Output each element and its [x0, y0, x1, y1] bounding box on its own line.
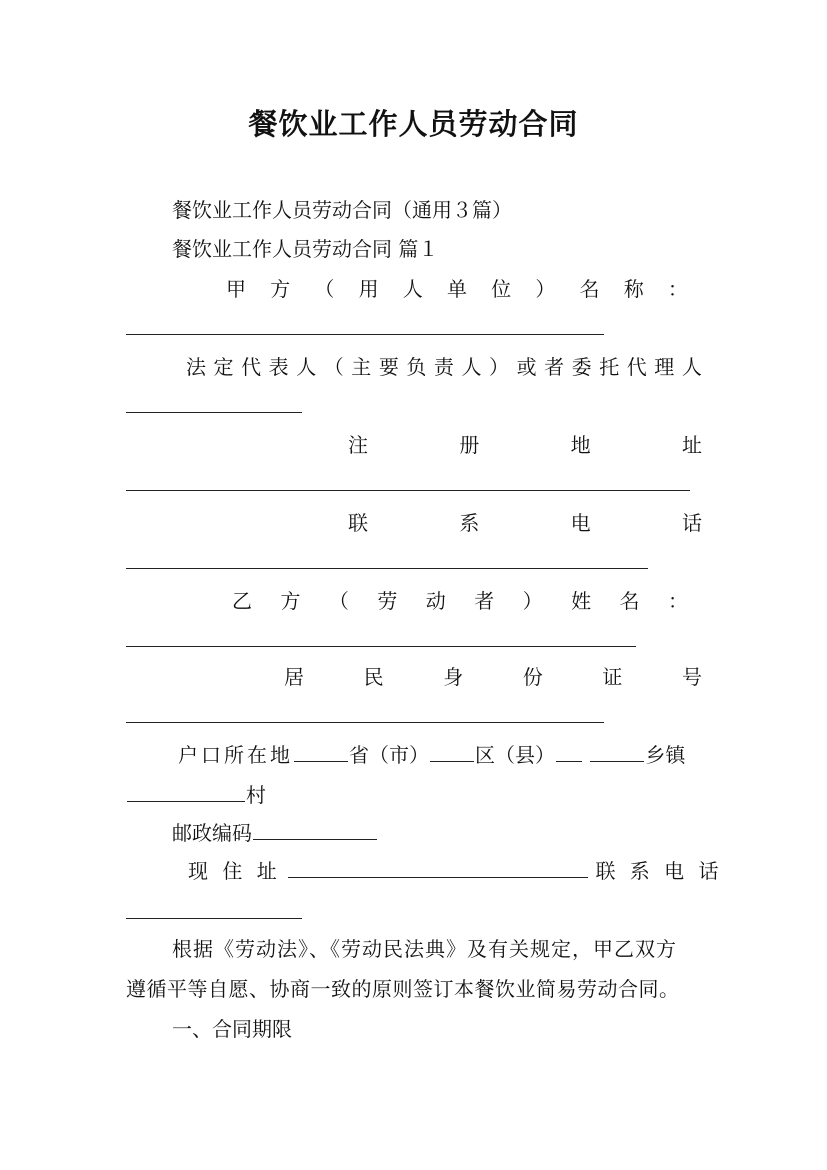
- label-char: ：: [667, 589, 688, 613]
- label-char: 人: [681, 355, 702, 379]
- label-char: 名: [619, 589, 640, 613]
- town-label: 乡镇: [645, 743, 686, 767]
- label-char: （: [314, 277, 335, 301]
- label-char: 或: [516, 355, 537, 379]
- current-address-line: [188, 856, 723, 886]
- province-label: 省（市）: [349, 743, 429, 767]
- town-blank[interactable]: [590, 741, 644, 762]
- label-char: 方: [280, 589, 301, 613]
- label-char: 系: [459, 511, 480, 535]
- household-label: 户口所在地: [178, 743, 293, 767]
- label-char: 注: [348, 433, 368, 457]
- clause-heading: 一、合同期限: [172, 1017, 292, 1041]
- label-char: 位: [491, 277, 512, 301]
- label-char: 份: [522, 665, 543, 689]
- contact-phone-label: [348, 508, 702, 538]
- current-phone-blank[interactable]: [126, 918, 302, 919]
- label-char: 民: [363, 665, 384, 689]
- label-char: 名: [579, 277, 600, 301]
- label-char: 证: [602, 665, 623, 689]
- postcode-label: 邮政编码: [172, 821, 252, 845]
- label-char: ）: [522, 589, 543, 613]
- label-char: 代: [626, 355, 647, 379]
- postcode-line: [172, 818, 702, 848]
- label-char: 居: [284, 665, 304, 689]
- label-char: 动: [425, 589, 446, 613]
- document-title: 餐饮业工作人员劳动合同: [248, 107, 579, 141]
- current-address-label: 现 住 址: [188, 859, 281, 883]
- village-line: [126, 780, 702, 810]
- label-char: 负: [406, 355, 427, 379]
- legal-representative-blank[interactable]: [126, 412, 302, 413]
- label-char: 地: [570, 433, 591, 457]
- label-char: （: [328, 589, 349, 613]
- label-char: ）: [489, 355, 510, 379]
- label-char: 册: [459, 433, 480, 457]
- registered-address-blank[interactable]: [126, 490, 690, 491]
- label-char: 托: [599, 355, 620, 379]
- label-char: （: [323, 355, 344, 379]
- village-label: 村: [246, 783, 266, 807]
- current-phone-label: 联 系 电 话: [595, 859, 723, 883]
- document-subtitle: 餐饮业工作人员劳动合同（通用３篇）: [172, 198, 512, 222]
- label-char: 用: [358, 277, 379, 301]
- legal-representative-label: [186, 352, 702, 382]
- district-label: 区（县）: [475, 743, 555, 767]
- label-char: 乙: [232, 589, 252, 613]
- id-number-label: [284, 662, 702, 692]
- postcode-blank[interactable]: [253, 819, 377, 840]
- label-char: 话: [681, 511, 702, 535]
- current-address-blank[interactable]: [288, 857, 588, 878]
- label-char: 号: [681, 665, 702, 689]
- village-blank[interactable]: [127, 781, 245, 802]
- paragraph-line-1: 根据《劳动法》、《劳动民法典》及有关规定，甲乙双方: [172, 937, 677, 961]
- household-registration-line: [178, 740, 702, 770]
- label-char: 方: [270, 277, 291, 301]
- label-char: 定: [213, 355, 234, 379]
- label-char: 要: [378, 355, 399, 379]
- label-char: 电: [570, 511, 591, 535]
- party-b-name-label: [232, 586, 688, 616]
- label-char: 单: [446, 277, 467, 301]
- label-char: 主: [351, 355, 372, 379]
- label-char: ：: [667, 277, 688, 301]
- section-heading: 餐饮业工作人员劳动合同 篇１: [172, 237, 439, 261]
- label-char: 址: [681, 433, 702, 457]
- label-char: 人: [296, 355, 317, 379]
- party-b-name-blank[interactable]: [126, 646, 636, 647]
- district-blank[interactable]: [430, 741, 474, 762]
- label-char: ）: [535, 277, 556, 301]
- label-char: 代: [241, 355, 262, 379]
- party-a-name-label: [226, 274, 688, 304]
- label-char: 者: [474, 589, 495, 613]
- party-a-name-blank[interactable]: [126, 334, 604, 335]
- paragraph-line-2: 遵循平等自愿、协商一致的原则签订本餐饮业简易劳动合同。: [126, 977, 680, 1001]
- label-char: 劳: [377, 589, 398, 613]
- district-extra-blank[interactable]: [556, 741, 582, 762]
- label-char: 法: [186, 355, 206, 379]
- label-char: 姓: [571, 589, 592, 613]
- label-char: 人: [402, 277, 423, 301]
- label-char: 人: [461, 355, 482, 379]
- contact-phone-blank[interactable]: [126, 568, 648, 569]
- label-char: 甲: [226, 277, 246, 301]
- registered-address-label: [348, 430, 702, 460]
- label-char: 表: [268, 355, 289, 379]
- label-char: 联: [348, 511, 368, 535]
- label-char: 理: [654, 355, 675, 379]
- id-number-blank[interactable]: [126, 722, 604, 723]
- label-char: 责: [433, 355, 454, 379]
- label-char: 者: [544, 355, 565, 379]
- province-blank[interactable]: [294, 741, 348, 762]
- label-char: 称: [623, 277, 644, 301]
- label-char: 身: [443, 665, 464, 689]
- label-char: 委: [571, 355, 592, 379]
